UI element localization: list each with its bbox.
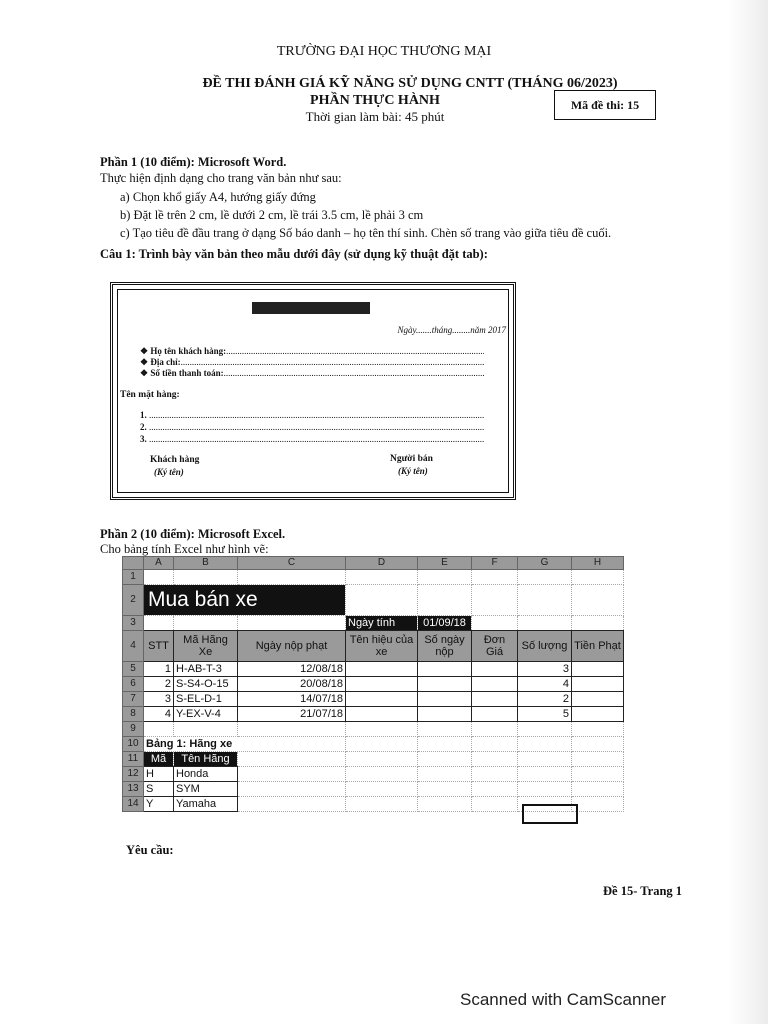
excel-row-number: 8 [123, 707, 144, 722]
excel-cell-date: 20/08/18 [238, 677, 346, 692]
excel-cell-code: Y-EX-V-4 [174, 707, 238, 722]
word-sample-amount: ❖ Số tiền thanh toán: ..... [140, 368, 484, 379]
excel-cell-date: 14/07/18 [238, 692, 346, 707]
excel-cell-qty: 5 [518, 707, 572, 722]
excel-col-header: A [144, 557, 174, 570]
camscanner-watermark: Scanned with CamScanner [460, 990, 667, 1009]
excel-row-number: 2 [123, 585, 144, 616]
excel-row-number: 4 [123, 631, 144, 662]
excel-th-qty: Số lượng [518, 631, 572, 662]
excel-calc-date-value: 01/09/18 [418, 616, 472, 631]
excel-row-number: 3 [123, 616, 144, 631]
excel-th-fine: Tiền Phạt [572, 631, 624, 662]
excel-grid [122, 556, 624, 812]
word-sample-address: ❖ Địa chỉ: ..... [140, 357, 484, 368]
part1-item-a: a) Chọn khổ giấy A4, hướng giấy đứng [120, 190, 316, 204]
section-title: PHẦN THỰC HÀNH [310, 93, 440, 108]
excel-column-header-row [123, 557, 624, 570]
requirements-label: Yêu cầu: [126, 843, 174, 857]
excel-row-number: 7 [123, 692, 144, 707]
excel-col-header: H [572, 557, 624, 570]
excel-row-number: 13 [123, 782, 144, 797]
word-sample-line-2: 2. ..... [140, 422, 484, 432]
excel-row-number: 10 [123, 737, 144, 752]
table-row [123, 782, 624, 797]
word-sample-date-line: Ngày.......tháng........năm 2017 [397, 325, 506, 335]
excel-selected-cell [522, 804, 578, 824]
excel-th-stt: STT [144, 631, 174, 662]
exam-duration: Thời gian làm bài: 45 phút [305, 109, 445, 124]
excel-table1-label: Bảng 1: Hãng xe [144, 737, 346, 752]
table-row [123, 707, 624, 722]
excel-th-date: Ngày nộp phạt [238, 631, 346, 662]
excel-row [123, 737, 624, 752]
word-sample-frame [110, 282, 516, 500]
excel-row-number: 11 [123, 752, 144, 767]
word-sample-items-label: Tên mặt hàng: [120, 390, 180, 400]
part1-heading: Phần 1 (10 điểm): Microsoft Word. [100, 155, 287, 169]
excel-col-header: D [346, 557, 418, 570]
word-sample-line-3: 3. ..... [140, 434, 484, 444]
scan-edge-shadow [728, 0, 768, 1024]
excel-cell-qty: 3 [518, 662, 572, 677]
word-sample-redacted-title [252, 302, 370, 314]
excel-table1-th-code: Mã [144, 752, 174, 767]
university-name: TRƯỜNG ĐẠI HỌC THƯƠNG MẠI [276, 44, 492, 59]
excel-row [123, 752, 624, 767]
excel-table1-name: Honda [174, 767, 238, 782]
excel-cell-code: S-S4-O-15 [174, 677, 238, 692]
excel-th-price: Đơn Giá [472, 631, 518, 662]
excel-row-number: 9 [123, 722, 144, 737]
word-sample-customer-name: ❖ Họ tên khách hàng: ..... [140, 346, 484, 357]
excel-row-number: 12 [123, 767, 144, 782]
excel-cell-code: S-EL-D-1 [174, 692, 238, 707]
excel-col-header: F [472, 557, 518, 570]
excel-th-name: Tên hiệu của xe [346, 631, 418, 662]
word-sample-inner-border [117, 289, 509, 493]
excel-row [123, 570, 624, 585]
excel-col-header: B [174, 557, 238, 570]
excel-row [123, 616, 624, 631]
part1-item-c: c) Tạo tiêu đề đầu trang ở dạng Số báo danh – họ tên thí sinh. Chèn số trang vào giữa tiêu đề cuối. [120, 226, 612, 240]
excel-table1-th-name: Tên Hãng [174, 752, 238, 767]
excel-cell-stt: 1 [144, 662, 174, 677]
exam-title: ĐỀ THI ĐÁNH GIÁ KỸ NĂNG SỬ DỤNG CNTT (THÁNG 06/2023) [202, 76, 618, 91]
excel-col-header: G [518, 557, 572, 570]
excel-cell-stt: 2 [144, 677, 174, 692]
excel-table1-code: S [144, 782, 174, 797]
excel-calc-date-label: Ngày tính [346, 616, 418, 631]
excel-cell-date: 12/08/18 [238, 662, 346, 677]
excel-table1-code: Y [144, 797, 174, 812]
excel-row-number: 6 [123, 677, 144, 692]
word-sample-buyer-sign: (Ký tên) [154, 467, 184, 477]
page-footer: Đề 15- Trang 1 [603, 884, 683, 898]
excel-cell-code: H-AB-T-3 [174, 662, 238, 677]
part2-intro: Cho bảng tính Excel như hình vẽ: [100, 542, 269, 556]
word-sample-buyer: Khách hàng [150, 455, 200, 465]
excel-th-days: Số ngày nộp [418, 631, 472, 662]
table-row [123, 662, 624, 677]
word-sample-seller: Người bán [390, 454, 433, 464]
exam-code-box: Mã đề thi: 15 [554, 90, 656, 120]
excel-cell-stt: 3 [144, 692, 174, 707]
excel-table1-name: SYM [174, 782, 238, 797]
word-sample-line-1: 1. ..... [140, 410, 484, 420]
question1: Câu 1: Trình bày văn bản theo mẫu dưới đây (sử dụng kỹ thuật đặt tab): [100, 247, 488, 261]
excel-header-row [123, 631, 624, 662]
part2-heading: Phần 2 (10 điểm): Microsoft Excel. [100, 527, 286, 541]
excel-table1-code: H [144, 767, 174, 782]
word-sample-seller-sign: (Ký tên) [398, 466, 428, 476]
excel-sheet-image [122, 556, 624, 812]
part1-intro: Thực hiện định dạng cho trang văn bản như sau: [100, 171, 342, 185]
excel-row-number: 5 [123, 662, 144, 677]
excel-th-code: Mã Hãng Xe [174, 631, 238, 662]
excel-row-number: 14 [123, 797, 144, 812]
excel-table1-name: Yamaha [174, 797, 238, 812]
table-row [123, 677, 624, 692]
excel-row-number: 1 [123, 570, 144, 585]
excel-cell-qty: 2 [518, 692, 572, 707]
excel-row [123, 585, 624, 616]
table-row [123, 767, 624, 782]
table-row [123, 692, 624, 707]
excel-col-header: E [418, 557, 472, 570]
excel-title-cell: Mua bán xe [144, 585, 346, 616]
excel-corner-cell [123, 557, 144, 570]
part1-item-b: b) Đặt lề trên 2 cm, lề dưới 2 cm, lề trái 3.5 cm, lề phải 3 cm [120, 208, 424, 222]
excel-cell-stt: 4 [144, 707, 174, 722]
excel-row [123, 722, 624, 737]
excel-cell-qty: 4 [518, 677, 572, 692]
excel-col-header: C [238, 557, 346, 570]
excel-cell-date: 21/07/18 [238, 707, 346, 722]
